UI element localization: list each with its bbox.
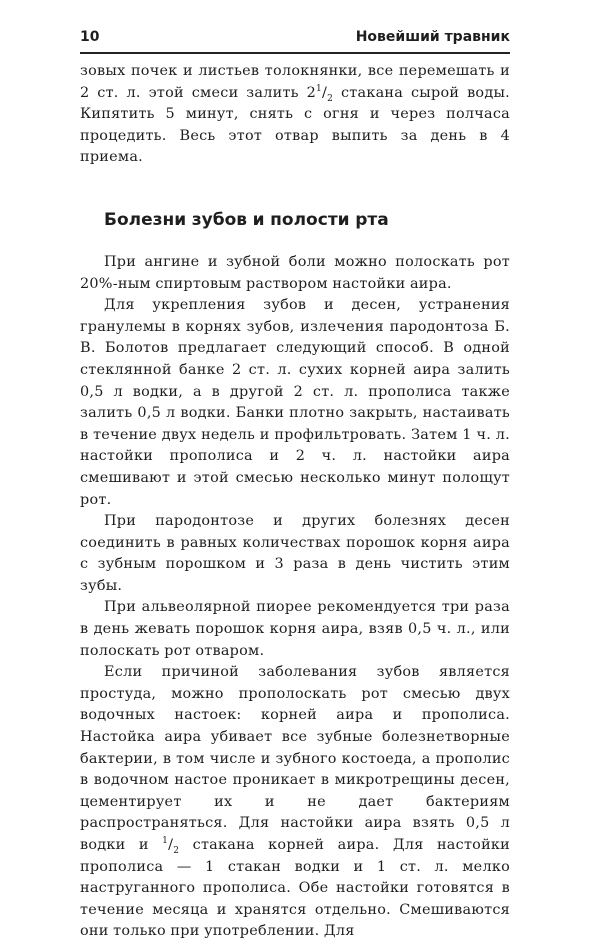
intro-fraction-denominator: 2 [327, 93, 334, 104]
paragraph-strengthening-gums: Для укрепления зубов и десен, устранения гранулемы в корнях зубов, излечения пародонтоза Б. В. Болотов предлагает следующий способ. В одной стеклянной банке 2 ст. л. сухих корней аира залить 0,5 л водки, а в другой 2 ст. л. прополиса также залить 0,5 л водки. Банки плотно закрыть, настаивать в течение двух недель и профильтровать. Затем 1 ч. л. настойки прополиса и 2 ч. л. настойки аира смешивают и этой смесью несколько минут полощут рот. [80, 297, 510, 508]
cold-fraction-numerator: 1 [162, 836, 169, 847]
intro-text-a: зовых почек и листьев толокнянки, все перемешать и 2 ст. л. этой смеси залить 2 [80, 63, 510, 101]
intro-fraction-numerator: 1 [316, 83, 323, 94]
page-number: 10 [80, 29, 100, 45]
cold-text-a: Если причиной заболевания зубов является простуда, можно прополоскать рот смесью двух водочных настоек: корней аира и прополиса. Настойка аира убивает все зубные болезнетворные бактерии, в том числе и зубного костоеда, а прополис в водочном настое проникает в микротрещины десен, цементирует их и не дает бактериям распространяться. Для настойки аира взять 0,5 л водки и [80, 664, 510, 853]
cold-text-b: стакана корней аира. Для настойки прополиса — 1 стакан водки и 1 ст. л. мелко наструганного прополиса. Обе настойки готовятся в течение месяца и хранятся отдельно. Смешиваются они только при употреблении. Для [80, 837, 510, 940]
intro-paragraph [80, 61, 510, 169]
intro-fraction: $^1/_2$ [316, 83, 334, 104]
page-header [0, 0, 600, 56]
paragraph-pyorrhea: При альвеолярной пиорее рекомендуется три раза в день жевать порошок корня аира, взяв 0,5 ч. л., или полоскать рот отваром. [80, 599, 510, 659]
cold-fraction-denominator: 2 [173, 845, 180, 856]
intro-text-b: стакана сырой воды. Кипятить 5 минут, снять с огня и через полчаса процедить. Весь этот отвар выпить за день в 4 приема. [80, 84, 510, 166]
header-divider [80, 52, 510, 54]
paragraph-angina: При ангине и зубной боли можно полоскать рот 20%-ным спиртовым раствором настойки аира. [80, 253, 510, 292]
running-title: Новейший травник [355, 29, 510, 45]
cold-fraction: $^1/_2$ [162, 836, 180, 856]
paragraph-cold [80, 662, 510, 943]
section-heading: Болезни зубов и полости рта [104, 209, 389, 230]
paragraph-periodontosis: При пародонтозе и других болезнях десен соединить в равных количествах порошок корня аира с зубным порошком и 3 раза в день чистить этим зубы. [80, 513, 510, 594]
page-body [80, 61, 510, 943]
